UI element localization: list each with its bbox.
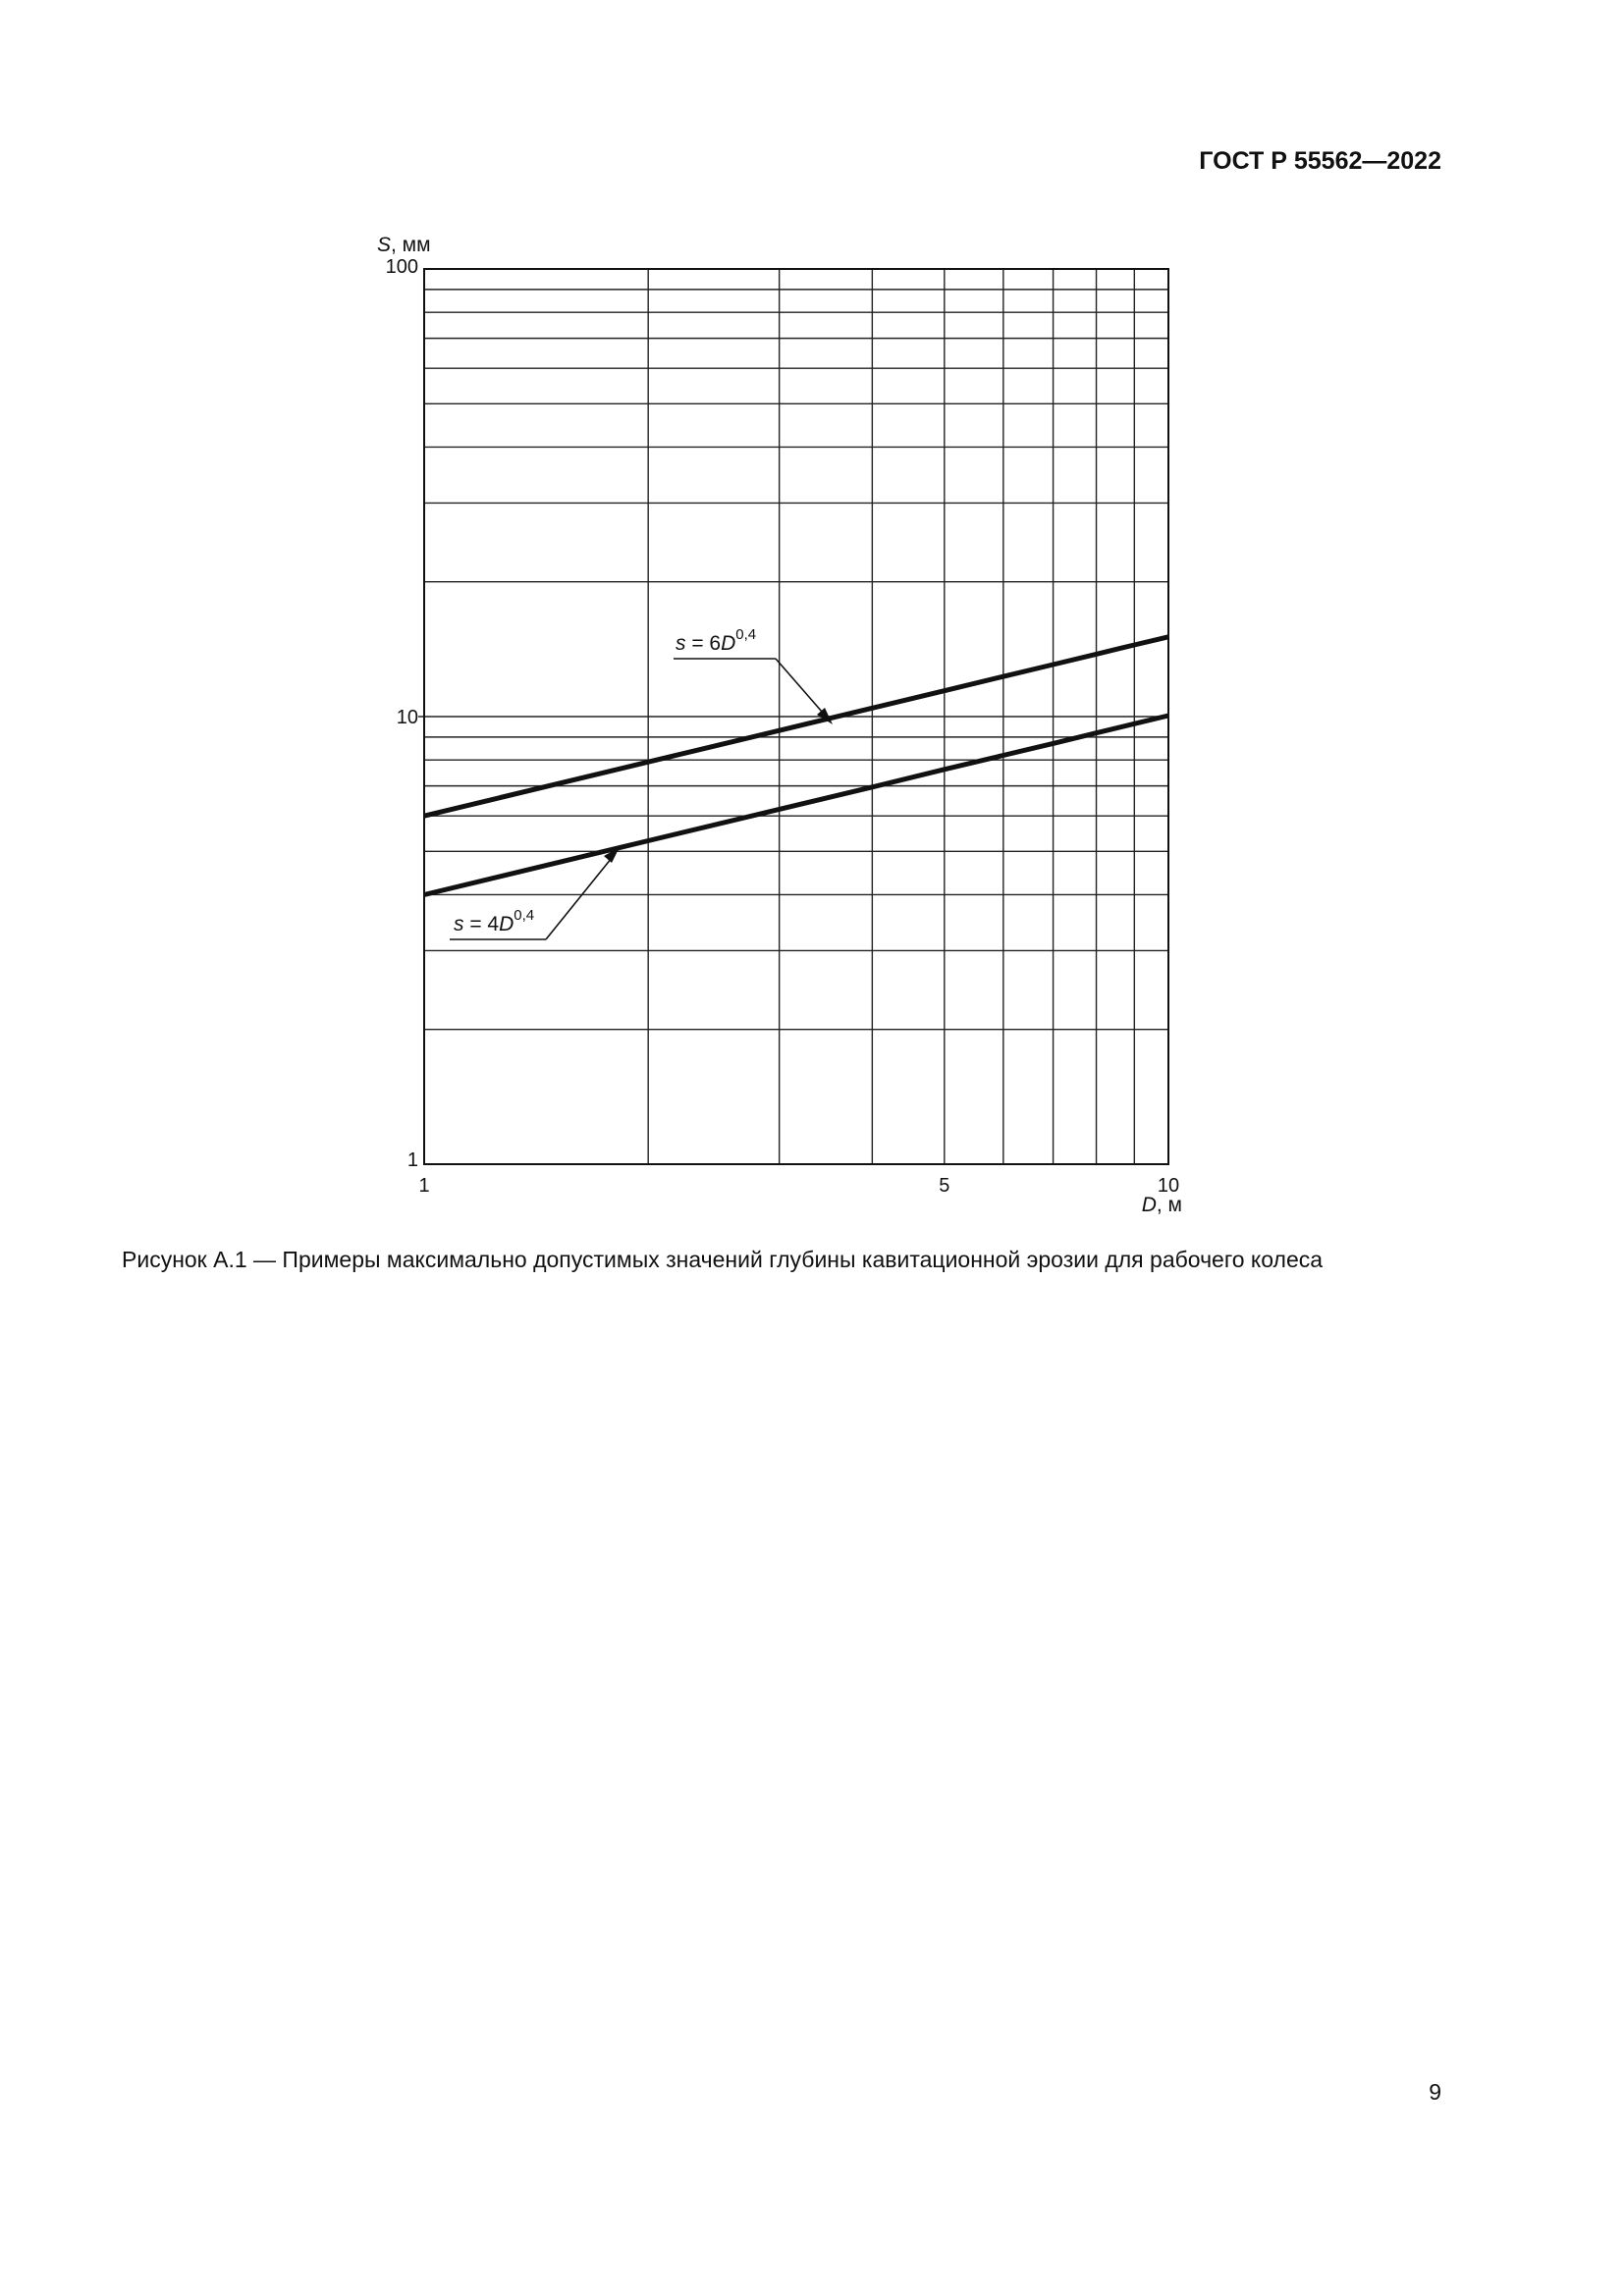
- formula-exp: 0,4: [514, 907, 535, 924]
- x-axis-title: [1142, 1194, 1182, 1216]
- x-tick-label-10: 10: [1157, 1175, 1180, 1197]
- x-axis-symbol: D: [1141, 1194, 1157, 1216]
- leader-line-upper: [776, 659, 829, 720]
- x-tick-label-5: 5: [939, 1175, 950, 1197]
- formula-base: D: [721, 632, 736, 655]
- formula-text-upper: [676, 626, 756, 655]
- y-axis-title: [377, 234, 431, 256]
- series-line-1: [424, 716, 1168, 895]
- formula-base: D: [499, 913, 514, 935]
- series-label-lower: [450, 847, 620, 939]
- formula-eq: = 4: [463, 913, 500, 935]
- formula-exp: 0,4: [735, 626, 757, 643]
- y-axis-symbol: S: [377, 234, 392, 256]
- leader-line-lower: [546, 853, 616, 939]
- tick-labels: [386, 256, 1180, 1197]
- series-group: [424, 637, 1168, 895]
- series-line-0: [424, 637, 1168, 816]
- y-tick-label-1: 1: [406, 1149, 418, 1171]
- grid: [418, 269, 1168, 1164]
- x-tick-label-1: 1: [418, 1175, 430, 1197]
- formula-var: s: [676, 632, 686, 655]
- y-tick-label-10: 10: [396, 707, 418, 728]
- figure-caption: Рисунок А.1 — Примеры максимально допустимых значений глубины кавитационной эрозии для рабочего колеса: [122, 1247, 1324, 1272]
- formula-eq: = 6: [685, 632, 722, 655]
- y-axis-unit: , мм: [391, 234, 431, 256]
- y-tick-label-100: 100: [385, 256, 418, 278]
- document-code: ГОСТ Р 55562—2022: [1199, 147, 1441, 175]
- x-axis-unit: , м: [1156, 1194, 1182, 1216]
- formula-text-lower: [454, 907, 534, 935]
- page-number: 9: [1429, 2079, 1441, 2105]
- series-label-upper: [674, 626, 833, 724]
- formula-var: s: [454, 913, 464, 935]
